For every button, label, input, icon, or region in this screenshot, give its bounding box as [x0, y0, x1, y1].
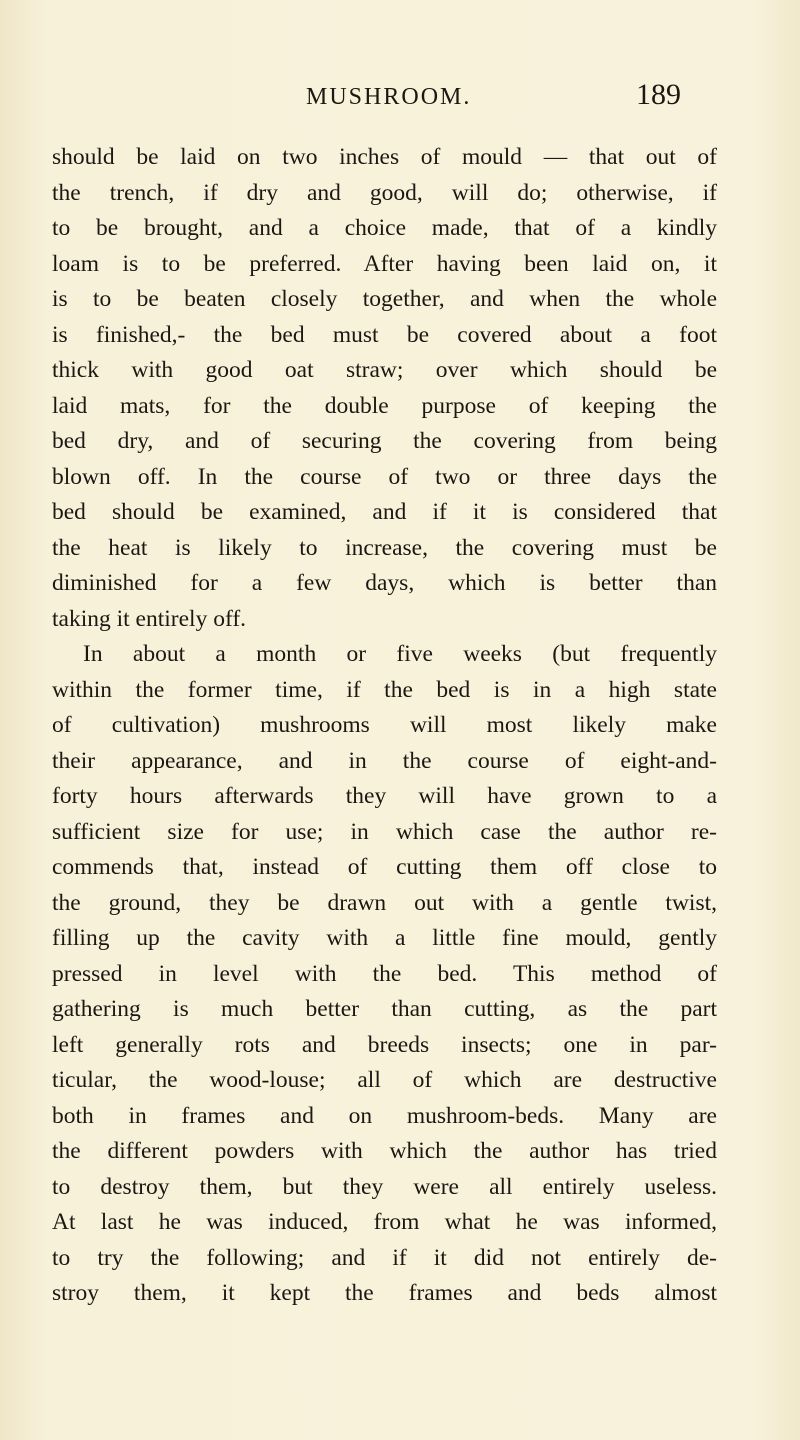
text-line: sufficient size for use; in which case the author re-	[52, 818, 717, 845]
text-line: At last he was induced, from what he was informed,	[52, 1209, 717, 1235]
text-line: thick with good oat straw; over which should be	[52, 357, 717, 383]
text-line: their appearance, and in the course of eight-and-	[52, 747, 717, 774]
text-line: laid mats, for the double purpose of keeping the	[52, 392, 717, 419]
text-line: pressed in level with the bed. This method of	[52, 960, 717, 987]
text-line: filling up the cavity with a little fine mould, gently	[52, 925, 717, 951]
text-line: bed dry, and of securing the covering from being	[52, 428, 717, 454]
text-line: blown off. In the course of two or three days the	[52, 463, 717, 490]
running-head: MUSHROOM.	[306, 84, 472, 110]
text-line: bed should be examined, and if it is considered that	[52, 499, 717, 525]
text-line: left generally rots and breeds insects; one in par-	[52, 1031, 717, 1058]
text-line: the ground, they be drawn out with a gentle twist,	[52, 889, 717, 916]
text-line: to try the following; and if it did not entirely de-	[52, 1244, 717, 1271]
text-line: should be laid on two inches of mould — that out of	[52, 144, 717, 170]
text-line: loam is to be preferred. After having been laid on, it	[52, 250, 717, 277]
text-line: is to be beaten closely together, and when the whole	[52, 286, 717, 312]
page-number: 189	[636, 78, 681, 111]
text-line: the heat is likely to increase, the covering must be	[52, 534, 717, 561]
text-line: stroy them, it kept the frames and beds almost	[52, 1280, 717, 1306]
text-line: taking it entirely off.	[52, 605, 247, 632]
text-line: to be brought, and a choice made, that of a kindly	[52, 215, 717, 241]
text-line: gathering is much better than cutting, as the part	[52, 996, 717, 1022]
text-line: both in frames and on mushroom-beds. Many are	[52, 1102, 717, 1129]
text-line: ticular, the wood-louse; all of which are destructive	[52, 1067, 717, 1093]
text-line: the trench, if dry and good, will do; otherwise, if	[52, 179, 717, 206]
text-line: diminished for a few days, which is better than	[52, 570, 717, 596]
text-line: is finished,- the bed must be covered about a foot	[52, 321, 717, 348]
page-header	[0, 78, 800, 124]
text-line: the different powders with which the author has tried	[52, 1138, 717, 1164]
text-line: within the former time, if the bed is in a high state	[52, 676, 717, 703]
body-text	[52, 140, 717, 1312]
paragraph-start-line: In about a month or five weeks (but frequently	[83, 641, 717, 667]
text-line: forty hours afterwards they will have grown to a	[52, 783, 717, 809]
text-line: to destroy them, but they were all entirely useless.	[52, 1173, 717, 1200]
text-line: commends that, instead of cutting them off close to	[52, 854, 717, 880]
text-line: of cultivation) mushrooms will most likely make	[52, 712, 717, 738]
